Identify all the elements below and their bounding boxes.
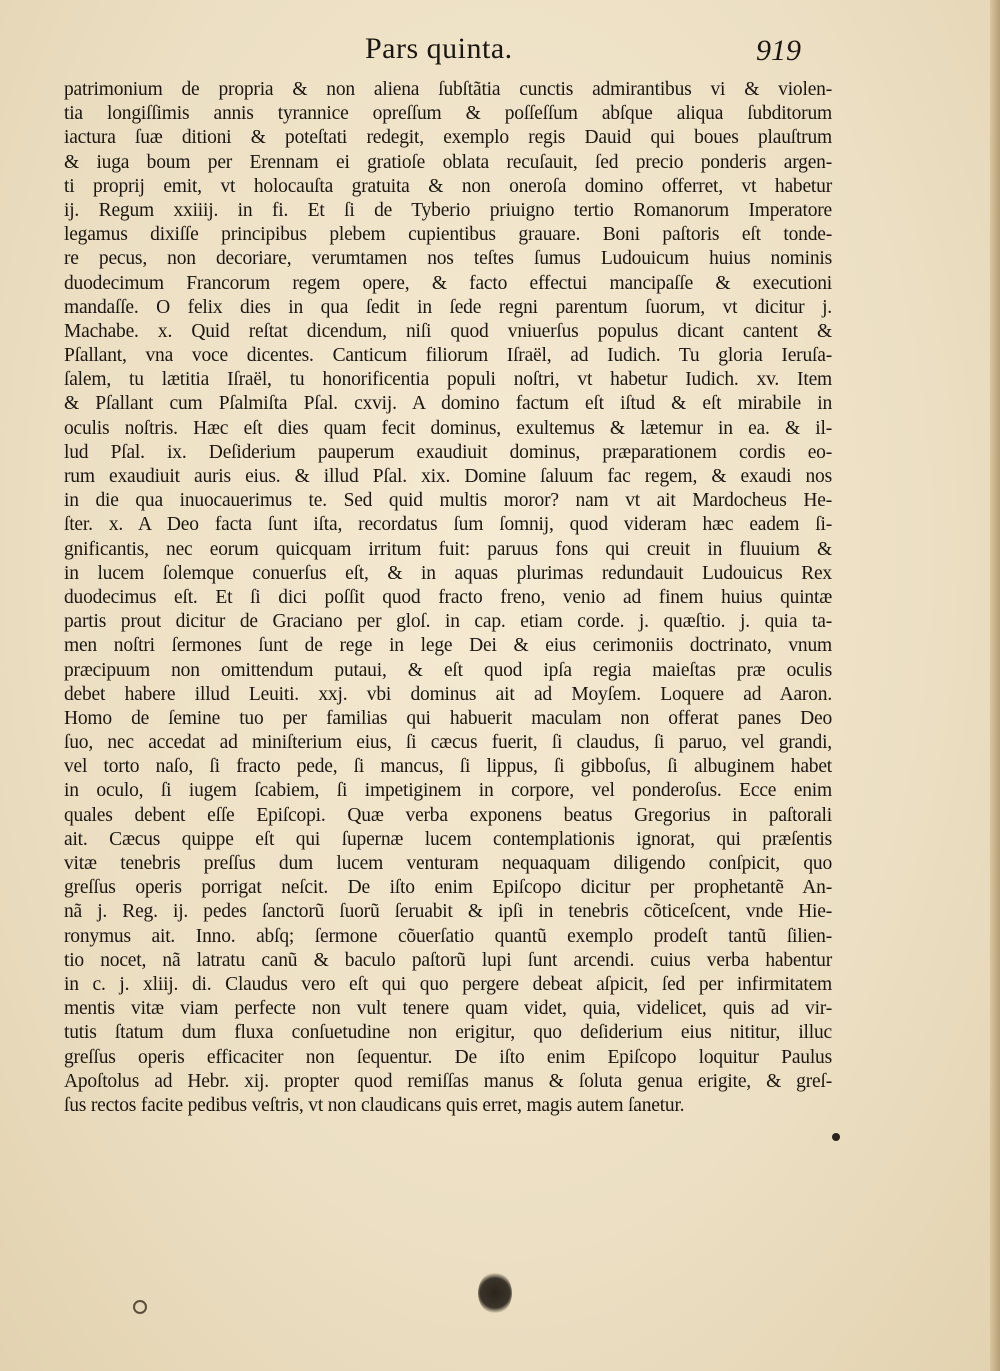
text-line: rum exaudiuit auris eius. & illud Pſal. xix. Domine ſaluum fac regem, & exaudi nos [64, 466, 832, 487]
text-line: quales debent eſſe Epiſcopi. Quæ verba exponens beatus Gregorius in paſtorali [64, 804, 832, 826]
text-line: Machabe. x. Quid reſtat dicendum, niſi quod vniuerſus populus dicant cantent & [64, 320, 832, 342]
text-line: iactura ſuæ ditioni & poteſtati redegit, exemplo regis Dauid qui boues plauſtrum [64, 127, 832, 149]
text-line: oculis noſtris. Hæc eſt dies quam fecit dominus, exultemus & lætemur in ea. & il- [64, 417, 832, 439]
text-line: ſter. x. A Deo facta ſunt iſta, recordatus ſum ſomnij, quod videram hæc eadem ſi- [64, 514, 832, 536]
text-line: ſus rectos facite pedibus veſtris, vt non claudicans quis erret, magis autem ſanetur. [64, 1094, 685, 1116]
text-line: & iuga boum per Erennam ei gratioſe oblata recuſauit, ſed precio ponderis argen- [64, 151, 832, 173]
text-line: patrimonium de propria & non aliena ſubſtãtia cunctis admirantibus vi & violen- [64, 79, 832, 100]
text-line: vel torto naſo, ſi fracto pede, ſi mancus, ſi lippus, ſi gibboſus, ſi albuginem habet [64, 756, 832, 778]
text-line: in lucem ſolemque conuerſus eſt, & in aquas plurimas redundauit Ludouicus Rex [64, 562, 832, 584]
page-header [0, 30, 1000, 74]
text-line: greſſus operis porrigat neſcit. De iſto enim Epiſcopo dicitur per prophetantẽ An- [64, 877, 832, 899]
text-line: & Pſallant cum Pſalmiſta Pſal. cxvij. A domino factum eſt iſtud & eſt mirabile in [64, 393, 832, 415]
text-line: re pecus, non decoriare, verumtamen nos teſtes ſumus Ludouicum huius nominis [64, 248, 832, 270]
text-line: duodecimum Francorum regem opere, & facto effectui mancipaſſe & executioni [64, 272, 832, 294]
text-line: ronymus ait. Inno. abſq; ſermone cõuerſatio quantũ exemplo prodeſt tantũ ſilien- [64, 925, 832, 947]
text-line: ſalem, tu lætitia Iſraël, tu honorificentia populi noſtri, vt habetur Iudich. xv. Item [64, 369, 832, 391]
ink-stain [478, 1272, 512, 1314]
text-line: men noſtri ſermones ſunt de rege in lege Dei & eius cerimoniis doctrinato, vnum [64, 635, 832, 657]
text-line: in oculo, ſi iugem ſcabiem, ſi impetiginem in corpore, vel ponderoſus. Ecce enim [64, 780, 832, 802]
text-line: ij. Regum xxiiij. in fi. Et ſi de Tyberio priuigno tertio Romanorum Imperatore [64, 199, 832, 221]
text-line: tia longiſſimis annis tyrannice opreſſum & poſſeſſum abſque aliqua ſubditorum [64, 103, 832, 125]
running-title: Pars quinta. [365, 32, 513, 65]
text-line: greſſus operis efficaciter non ſequentur. De iſto enim Epiſcopo loquitur Paulus [64, 1046, 832, 1068]
text-line: in die qua inuocauerimus te. Sed quid multis moror? nam vt ait Mardocheus He- [64, 490, 832, 512]
text-line: debet habere illud Leuiti. xxj. vbi dominus ait ad Moyſem. Loquere ad Aaron. [64, 683, 832, 705]
text-line: mentis vitæ viam perfecte non vult tenere quam videt, quia, videlicet, quis ad vir- [64, 998, 832, 1020]
page-number: 919 [756, 34, 801, 67]
ink-stain [133, 1300, 147, 1314]
text-line: vitæ tenebris preſſus dum lucem venturam nequaquam diligendo conſpicit, quo [64, 853, 832, 874]
text-line: in c. j. xliij. di. Claudus vero eſt qui quo pergere debeat aſpicit, ſed per infirmitatem [64, 973, 832, 995]
text-line: ait. Cæcus quippe eſt qui ſupernæ lucem contemplationis ignorat, qui præſentis [64, 828, 832, 850]
text-line: Pſallant, vna voce dicentes. Canticum filiorum Iſraël, ad Iudich. Tu gloria Ieruſa- [64, 345, 832, 367]
text-line: lud Pſal. ix. Deſiderium pauperum exaudiuit dominus, præparationem cordis eo- [64, 441, 832, 463]
text-line: gnificantis, nec eorum quicquam irritum fuit: paruus fons qui creuit in fluuium & [64, 538, 832, 560]
text-line: Apoſtolus ad Hebr. xij. propter quod remiſſas manus & ſoluta genua erigite, & greſ- [64, 1070, 832, 1092]
text-line: Homo de ſemine tuo per familias qui habuerit maculam non offerat panes Deo [64, 707, 832, 729]
text-line: duodecimus eſt. Et ſi dici poſſit quod fracto freno, venio ad finem huius quintæ [64, 586, 832, 608]
text-line: tutis ſtatum dum fluxa conſuetudine non erigitur, quo deſiderium eius nititur, illuc [64, 1022, 832, 1044]
text-line: tio nocet, nã latratu canũ & baculo paſtorũ lupi ſunt arcendi. cuius verba habentur [64, 949, 832, 971]
text-line: ſuo, nec accedat ad miniſterium eius, ſi cæcus fuerit, ſi claudus, ſi paruo, vel grandi, [64, 732, 832, 754]
ink-stain [832, 1133, 840, 1141]
text-line: partis prout dicitur de Graciano per gloſ. in cap. etiam corde. j. quæſtio. j. quia ta- [64, 611, 832, 633]
page-edge [990, 0, 1000, 1371]
text-line: ti proprij emit, vt holocauſta gratuita & non oneroſa domino offerret, vt habetur [64, 175, 832, 197]
text-line: præcipuum non omittendum putaui, & eſt quod ipſa regia maieſtas præ oculis [64, 659, 832, 681]
body-text [64, 78, 832, 1118]
text-line: mandaſſe. O felix dies in qua ſedit in ſede regni parentum ſuorum, vt dicitur j. [64, 296, 832, 318]
text-line: nã j. Reg. ij. pedes ſanctorũ ſuorũ ſeruabit & ipſi in tenebris cõticeſcent, vnde Hie- [64, 901, 832, 923]
text-line: legamus dixiſſe principibus plebem cupientibus grauare. Boni paſtoris eſt tonde- [64, 224, 832, 246]
